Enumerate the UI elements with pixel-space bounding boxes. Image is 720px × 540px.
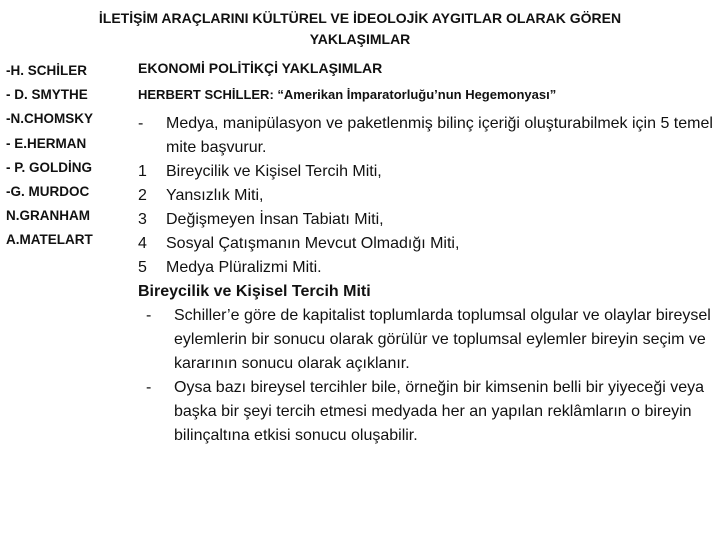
author-item: N.GRANHAM [6, 208, 90, 224]
bullet-marker: - [138, 115, 144, 132]
content-body [138, 112, 716, 448]
author-item: A.MATELART [6, 232, 93, 248]
myth-text: Medya Plüralizmi Miti. [166, 259, 322, 276]
point-text: Schiller’e göre de kapitalist toplumlarda toplumsal olgular ve olaylar bireysel eylemlerin bir sonucu olarak görülür ve toplumsal eylemler bireyin seçim ve kararının sonucu olarak açıklanır. [174, 307, 711, 372]
myth-number: 2 [138, 187, 147, 204]
myth-text: Yansızlık Miti, [166, 187, 264, 204]
page-title: İLETİŞİM ARAÇLARINI KÜLTÜREL VE İDEOLOJİK AYGITLAR OLARAK GÖREN YAKLAŞIMLAR [98, 10, 622, 47]
author-item: -N.CHOMSKY [6, 111, 93, 127]
myth-text: Değişmeyen İnsan Tabiatı Miti, [166, 211, 384, 228]
intro-item [138, 112, 716, 160]
point-item [138, 376, 716, 448]
myth-text: Bireycilik ve Kişisel Tercih Miti, [166, 163, 382, 180]
section-heading: EKONOMİ POLİTİKÇİ YAKLAŞIMLAR [138, 60, 383, 76]
author-item: -H. SCHİLER [6, 63, 87, 78]
myth-heading: Bireycilik ve Kişisel Tercih Miti [138, 283, 371, 300]
author-item: -G. MURDOC [6, 184, 90, 200]
author-list [6, 59, 131, 253]
intro-text: Medya, manipülasyon ve paketlenmiş bilinç içeriği oluşturabilmek için 5 temel mite başvurur. [166, 115, 713, 156]
myth-number: 3 [138, 211, 147, 228]
myth-number: 4 [138, 235, 147, 252]
point-item [138, 304, 716, 376]
myth-item [138, 256, 716, 280]
myth-number: 1 [138, 163, 147, 180]
myth-item [138, 184, 716, 208]
myth-number: 5 [138, 259, 147, 276]
author-item: - D. SMYTHE [6, 87, 88, 103]
bullet-marker: - [146, 307, 152, 324]
point-text: Oysa bazı bireysel tercihler bile, örneğin bir kimsenin belli bir yiyeceği veya başka bir şeyi tercih etmesi medyada her an yapılan reklâmların o bireyin bilinçaltına etkisi sonucu oluşabilir. [174, 379, 705, 444]
myth-item [138, 232, 716, 256]
myth-item [138, 160, 716, 184]
author-item: - E.HERMAN [6, 135, 87, 151]
sub-heading: HERBERT SCHİLLER: “Amerikan İmparatorluğu’nun Hegemonyası” [138, 87, 557, 102]
myth-text: Sosyal Çatışmanın Mevcut Olmadığı Miti, [166, 235, 460, 252]
author-item: - P. GOLDİNG [6, 159, 93, 175]
myth-item [138, 208, 716, 232]
bullet-marker: - [146, 379, 152, 396]
